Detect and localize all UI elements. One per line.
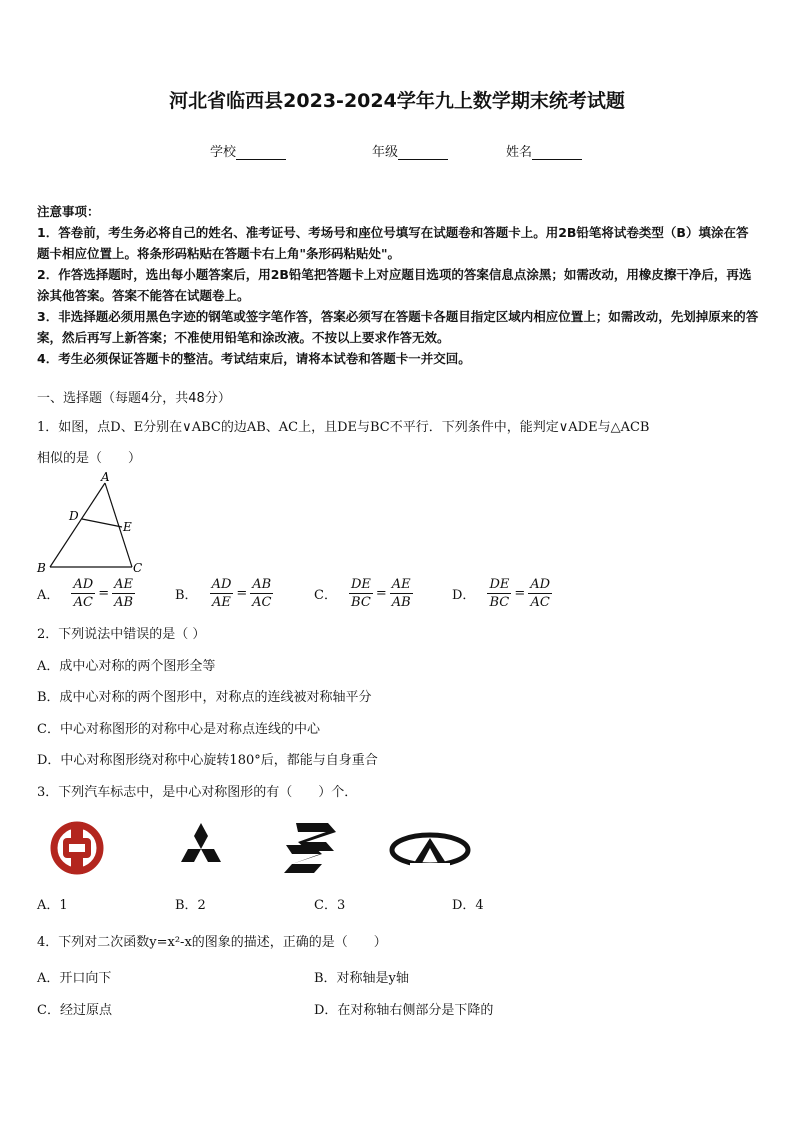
numerator: AD [530,577,551,592]
school-field [210,141,286,160]
vertex-c-label: C [133,561,143,575]
school-label: 学校 [210,145,237,160]
grade-label: 年级 [372,145,399,160]
note-item: 2．作答选择题时，选出每小题答案后，用2B铅笔把答题卡上对应题目选项的答案信息点涂黑；如需改动，用橡皮擦干净后，再选涂其他答案。答案不能答在试题卷上。 [37,267,752,303]
q1-option-b [175,576,273,611]
fraction [487,576,511,611]
fraction [528,576,552,611]
vertex-a-label: A [101,470,110,484]
q4-stem: 4．下列对二次函数y=x²-x的图象的描述，正确的是（ ） [37,935,387,950]
equals-sign: = [375,586,387,601]
denominator: BC [489,595,510,610]
q2-option-b: B．成中心对称的两个图形中，对称点的连线被对称轴平分 [37,690,372,705]
section-heading: 一、选择题（每题4分，共48分） [37,391,231,406]
numerator: AB [252,577,272,592]
q4-option-b: B．对称轴是y轴 [314,971,409,986]
q3-option-d: D．4 [452,898,484,913]
q3-option-b: B．2 [175,898,206,913]
vertex-d-label: D [69,509,79,523]
q2-stem: 2．下列说法中错误的是（ ） [37,627,206,642]
q1-option-a [37,576,135,611]
exam-title: 河北省临西县2023-2024学年九上数学期末统考试题 [169,90,625,112]
fraction [390,576,413,611]
option-label: A． [37,588,60,603]
fraction [349,576,373,611]
q4-option-a: A．开口向下 [37,971,112,986]
q4-option-c: C．经过原点 [37,1003,112,1018]
numerator: AD [211,577,232,592]
denominator: AC [530,595,550,610]
suzuki-logo-icon [278,820,340,876]
grade-blank [398,145,448,160]
option-label: C． [314,588,337,603]
q1-option-d [452,576,552,611]
option-label: D． [452,588,476,603]
q3-stem: 3．下列汽车标志中，是中心对称图形的有（ ）个． [37,785,358,800]
school-blank [236,145,286,160]
name-field [506,141,582,160]
note-item: 1．答卷前，考生务必将自己的姓名、准考证号、考场号和座位号填写在试题卷和答题卡上。用2B铅笔将试卷类型（B）填涂在答题卡相应位置上。将条形码粘贴在答题卡右上角"条形码粘贴处"。 [37,225,749,261]
option-label: B． [175,588,198,603]
bank-of-china-logo-icon [45,820,109,876]
fraction [112,576,135,611]
name-label: 姓名 [506,145,533,160]
note-item: 4．考生必须保证答题卡的整洁。考试结束后，请将本试卷和答题卡一并交回。 [37,351,471,366]
note-item: 3．非选择题必须用黑色字迹的钢笔或签字笔作答，答案必须写在答题卡各题目指定区域内相应位置上；如需改动，先划掉原来的答案，然后再写上新答案；不准使用铅笔和涂改液。不按以上要求作答无效。 [37,309,759,345]
name-blank [532,145,582,160]
equals-sign: = [98,586,110,601]
denominator: BC [351,595,371,610]
numerator: AE [114,577,133,592]
fraction [250,576,273,611]
numerator: DE [350,577,371,592]
numerator: DE [489,577,510,592]
denominator: AC [73,595,93,610]
notes-block [37,201,759,369]
mitsubishi-logo-icon [170,820,232,872]
q2-option-a: A．成中心对称的两个图形全等 [37,659,216,674]
denominator: AC [252,595,272,610]
triangle-figure [34,470,154,580]
numerator: AE [391,577,411,592]
denominator: AB [114,595,134,610]
q1-stem-line2: 相似的是（ ） [37,451,142,466]
q3-option-c: C．3 [314,898,346,913]
q4-option-d: D．在对称轴右侧部分是下降的 [314,1003,494,1018]
notes-heading: 注意事项： [37,204,100,219]
fraction [71,576,95,611]
q2-option-c: C．中心对称图形的对称中心是对称点连线的中心 [37,722,320,737]
grade-field [372,141,448,160]
equals-sign: = [236,586,248,601]
numerator: AD [73,577,94,592]
vertex-b-label: B [37,561,46,575]
vertex-e-label: E [123,520,132,534]
denominator: AE [212,595,231,610]
q2-option-d: D．中心对称图形绕对称中心旋转180°后，都能与自身重合 [37,753,378,768]
denominator: AB [391,595,411,610]
infiniti-logo-icon [388,828,472,872]
fraction [210,576,234,611]
q3-option-a: A．1 [37,898,68,913]
equals-sign: = [514,586,526,601]
q1-stem-line1: 1．如图，点D、E分别在∨ABC的边AB、AC上，且DE与BC不平行．下列条件中，能判定∨ADE与△ACB [37,420,650,435]
q1-option-c [314,576,413,611]
